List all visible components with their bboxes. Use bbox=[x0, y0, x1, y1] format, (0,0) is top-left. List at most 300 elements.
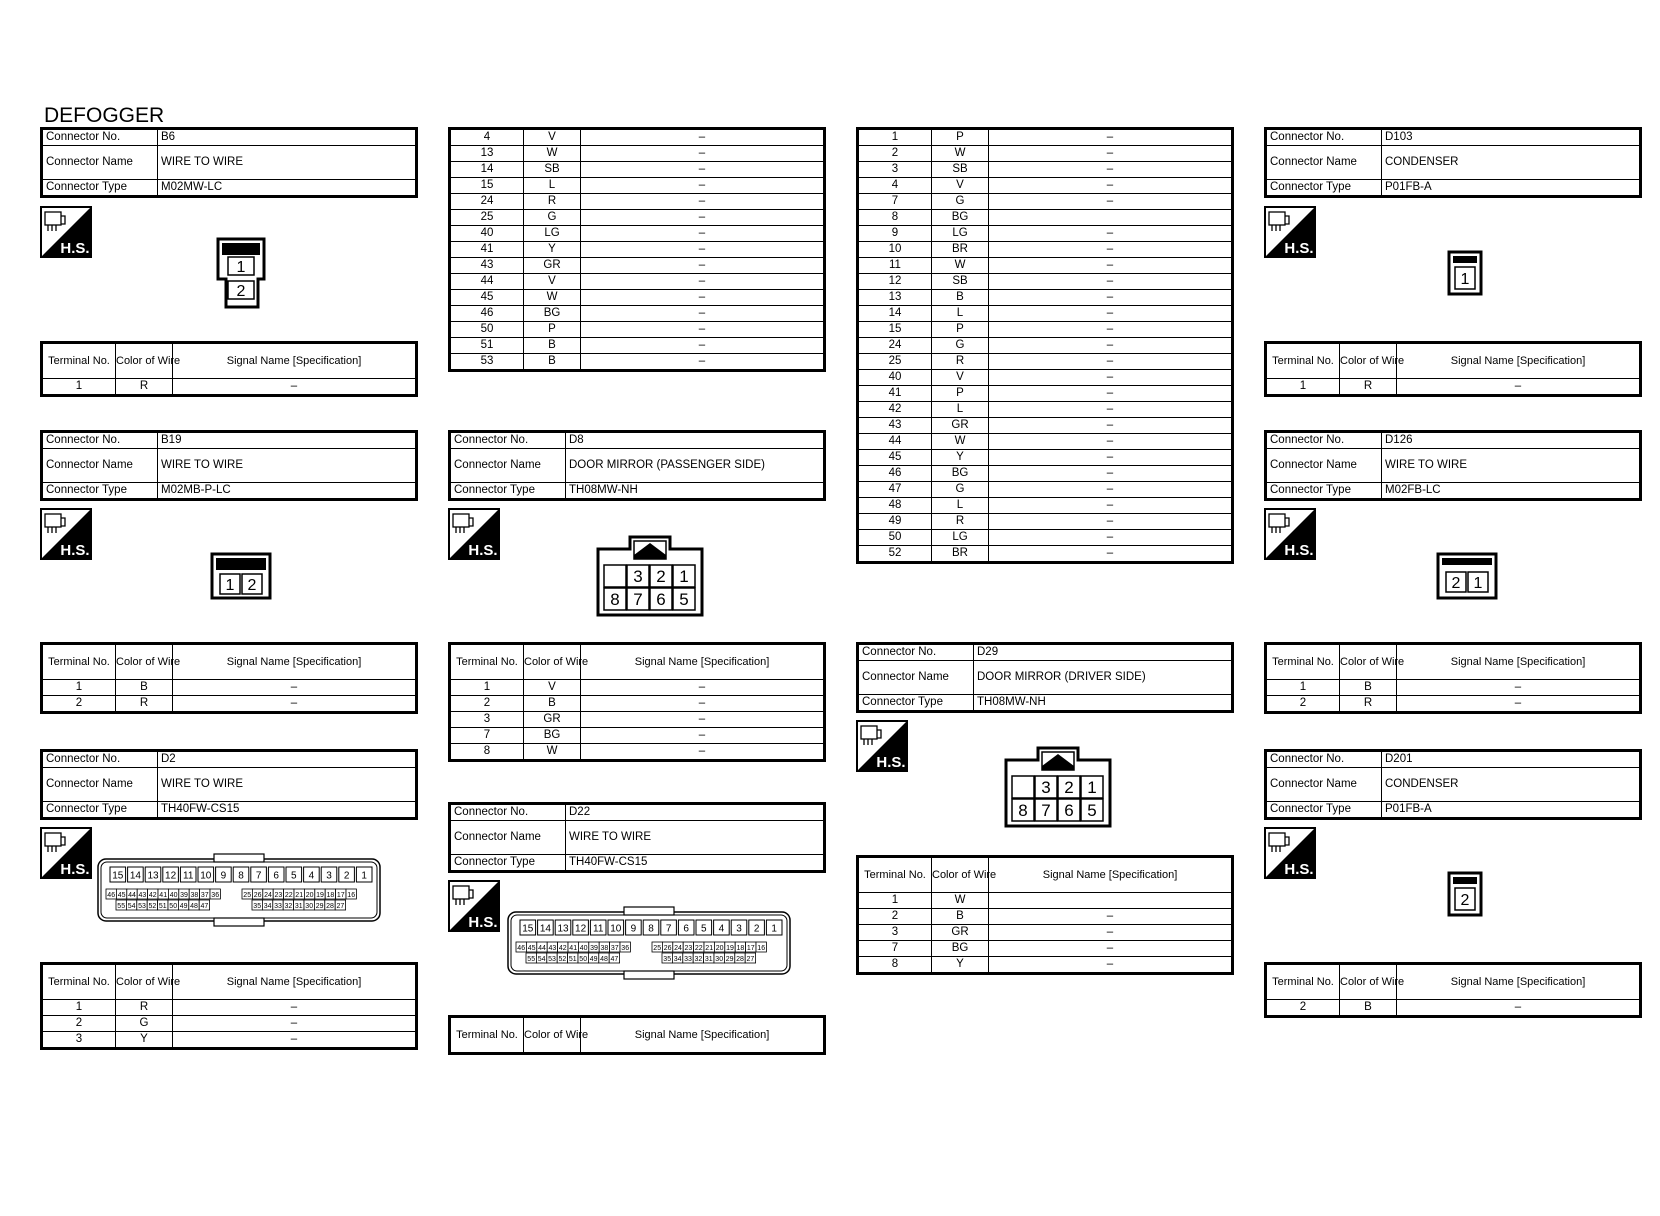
pin-label: 5 bbox=[679, 590, 689, 609]
header-signal-name: Signal Name [Specification] bbox=[1397, 644, 1641, 680]
header-signal-name: Signal Name [Specification] bbox=[989, 857, 1233, 893]
pin-label: 5 bbox=[701, 923, 707, 935]
terminal-no-cell: 3 bbox=[42, 1032, 116, 1049]
pin-label: 41 bbox=[569, 945, 578, 952]
wire-color-cell: R bbox=[524, 194, 581, 210]
table-row bbox=[858, 466, 1233, 482]
connector-type-value: P01FB-A bbox=[1382, 180, 1641, 197]
table-row bbox=[450, 696, 825, 712]
label-connector-type: Connector Type bbox=[450, 483, 566, 500]
header-signal-name: Signal Name [Specification] bbox=[581, 644, 825, 680]
pin-label: 45 bbox=[117, 892, 126, 899]
table-row bbox=[450, 162, 825, 178]
table-row bbox=[858, 434, 1233, 450]
signal-name-cell: – bbox=[173, 680, 417, 696]
wire-color-cell: W bbox=[932, 434, 989, 450]
terminal-no-cell: 10 bbox=[858, 242, 932, 258]
terminal-no-cell: 44 bbox=[858, 434, 932, 450]
table-row bbox=[858, 162, 1233, 178]
pin-label: 9 bbox=[220, 870, 227, 882]
terminal-no-cell: 1 bbox=[450, 680, 524, 696]
terminal-no-cell: 2 bbox=[42, 696, 116, 713]
pin-label: 1 bbox=[236, 259, 246, 276]
connector-name-value: DOOR MIRROR (PASSENGER SIDE) bbox=[566, 449, 825, 483]
header-terminal-no: Terminal No. bbox=[1266, 644, 1340, 680]
wire-color-cell: V bbox=[932, 370, 989, 386]
pin-label: 54 bbox=[537, 956, 546, 963]
signal-name-cell: – bbox=[989, 322, 1233, 338]
signal-name-cell: – bbox=[1397, 1000, 1641, 1017]
table-row bbox=[450, 712, 825, 728]
hs-label: H.S. bbox=[1284, 542, 1314, 559]
hs-icon bbox=[40, 206, 92, 258]
pin-label: 46 bbox=[517, 945, 526, 952]
table-row bbox=[858, 418, 1233, 434]
table-row bbox=[42, 379, 417, 396]
signal-name-cell: – bbox=[173, 1032, 417, 1049]
header-signal-name: Signal Name [Specification] bbox=[1397, 964, 1641, 1000]
wire-color-cell: LG bbox=[932, 226, 989, 242]
wire-color-cell: R bbox=[116, 379, 173, 396]
pin-label: 1 bbox=[1460, 271, 1470, 288]
label-connector-type: Connector Type bbox=[1266, 180, 1382, 197]
terminal-no-cell: 3 bbox=[858, 925, 932, 941]
signal-name-cell: – bbox=[581, 322, 825, 338]
pin-label: 25 bbox=[243, 892, 252, 899]
signal-name-cell: – bbox=[989, 242, 1233, 258]
wire-color-cell: P bbox=[524, 322, 581, 338]
wire-color-cell: LG bbox=[524, 226, 581, 242]
pin-label: 15 bbox=[112, 870, 124, 882]
signal-name-cell: – bbox=[581, 354, 825, 371]
connector-d201-info bbox=[1264, 749, 1642, 820]
terminal-no-cell: 46 bbox=[858, 466, 932, 482]
pin-label: 4 bbox=[308, 870, 315, 882]
label-connector-no: Connector No. bbox=[1266, 751, 1382, 768]
connector-no-value: D22 bbox=[566, 804, 825, 821]
pin-label: 22 bbox=[694, 945, 703, 952]
terminal-no-cell: 4 bbox=[858, 178, 932, 194]
pin-label: 32 bbox=[694, 956, 703, 963]
connector-d29-face bbox=[1004, 746, 1112, 833]
hs-icon bbox=[40, 508, 92, 560]
wire-color-cell: Y bbox=[932, 957, 989, 974]
terminal-no-cell: 43 bbox=[450, 258, 524, 274]
signal-name-cell: – bbox=[989, 226, 1233, 242]
wire-color-cell: G bbox=[116, 1016, 173, 1032]
table-row bbox=[450, 744, 825, 761]
pin-label: 44 bbox=[128, 892, 136, 899]
connector-d103-face bbox=[1447, 250, 1483, 301]
connector-d29-terminals bbox=[856, 855, 1234, 975]
signal-name-cell: – bbox=[581, 728, 825, 744]
hs-label: H.S. bbox=[1284, 861, 1314, 878]
header-terminal-no: Terminal No. bbox=[42, 343, 116, 379]
table-row bbox=[450, 258, 825, 274]
terminal-no-cell: 4 bbox=[450, 129, 524, 146]
table-row bbox=[450, 146, 825, 162]
table-row bbox=[858, 370, 1233, 386]
terminal-no-cell: 45 bbox=[450, 290, 524, 306]
table-row bbox=[450, 129, 825, 146]
terminal-table-header bbox=[450, 1017, 825, 1054]
pin-label: 49 bbox=[179, 903, 188, 910]
header-color-of-wire: Color of Wire bbox=[116, 644, 173, 680]
pin-label: 36 bbox=[211, 892, 220, 899]
label-connector-type: Connector Type bbox=[42, 483, 158, 500]
signal-name-cell: – bbox=[581, 290, 825, 306]
signal-name-cell: – bbox=[581, 696, 825, 712]
pin-label: 14 bbox=[129, 870, 141, 882]
signal-name-cell: – bbox=[989, 306, 1233, 322]
signal-name-cell: – bbox=[173, 1000, 417, 1016]
signal-name-cell: – bbox=[581, 146, 825, 162]
hs-label: H.S. bbox=[468, 542, 498, 559]
label-connector-no: Connector No. bbox=[1266, 129, 1382, 146]
connector-type-value: TH08MW-NH bbox=[566, 483, 825, 500]
pin-label: 19 bbox=[316, 892, 324, 899]
pin-label: 10 bbox=[200, 870, 212, 882]
connector-d8-info bbox=[448, 430, 826, 501]
label-connector-name: Connector Name bbox=[1266, 768, 1382, 802]
terminal-no-cell: 40 bbox=[858, 370, 932, 386]
pin-label: 55 bbox=[527, 956, 536, 963]
terminal-table-header bbox=[450, 644, 825, 680]
signal-name-cell: – bbox=[581, 712, 825, 728]
pin-label: 38 bbox=[600, 945, 609, 952]
label-connector-type: Connector Type bbox=[1266, 802, 1382, 819]
wire-color-cell: GR bbox=[932, 925, 989, 941]
label-connector-name: Connector Name bbox=[450, 821, 566, 855]
table-row bbox=[858, 402, 1233, 418]
terminal-no-cell: 41 bbox=[450, 242, 524, 258]
connector-d22-info bbox=[448, 802, 826, 873]
wire-color-cell: R bbox=[1340, 379, 1397, 396]
wire-color-cell: R bbox=[932, 354, 989, 370]
wire-color-cell: BG bbox=[932, 210, 989, 226]
terminal-no-cell: 53 bbox=[450, 354, 524, 371]
pin-label: 50 bbox=[169, 903, 178, 910]
terminal-no-cell: 8 bbox=[450, 744, 524, 761]
pin-label: 14 bbox=[539, 923, 551, 935]
connector-d103-terminals bbox=[1264, 341, 1642, 397]
pin-label: 42 bbox=[148, 892, 157, 899]
signal-name-cell: – bbox=[989, 354, 1233, 370]
terminal-no-cell: 1 bbox=[858, 893, 932, 909]
table-row bbox=[858, 210, 1233, 226]
pin-label: 24 bbox=[674, 945, 682, 952]
header-terminal-no: Terminal No. bbox=[450, 1017, 524, 1054]
wire-color-cell: BR bbox=[932, 546, 989, 563]
pin-label: 37 bbox=[610, 945, 619, 952]
pin-label: 20 bbox=[305, 892, 314, 899]
pin-label: 1 bbox=[361, 870, 367, 882]
pin-label: 37 bbox=[200, 892, 209, 899]
signal-name-cell: – bbox=[581, 162, 825, 178]
table-row bbox=[450, 178, 825, 194]
pin-label: 41 bbox=[159, 892, 168, 899]
signal-name-cell: – bbox=[989, 466, 1233, 482]
wire-color-cell: SB bbox=[932, 274, 989, 290]
terminal-no-cell: 2 bbox=[1266, 1000, 1340, 1017]
connector-no-value: D29 bbox=[974, 644, 1233, 661]
header-color-of-wire: Color of Wire bbox=[524, 644, 581, 680]
pin-label: 23 bbox=[684, 945, 693, 952]
terminal-no-cell: 8 bbox=[858, 957, 932, 974]
connector-name-value: WIRE TO WIRE bbox=[1382, 449, 1641, 483]
header-color-of-wire: Color of Wire bbox=[116, 964, 173, 1000]
wire-color-cell: B bbox=[116, 680, 173, 696]
label-connector-type: Connector Type bbox=[42, 180, 158, 197]
terminal-no-cell: 24 bbox=[450, 194, 524, 210]
table-row bbox=[858, 386, 1233, 402]
terminal-no-cell: 11 bbox=[858, 258, 932, 274]
label-connector-no: Connector No. bbox=[858, 644, 974, 661]
table-row bbox=[450, 210, 825, 226]
terminal-table-header bbox=[1266, 964, 1641, 1000]
connector-b19-terminals bbox=[40, 642, 418, 714]
connector-d2-terminals-continued bbox=[448, 127, 826, 372]
table-row bbox=[450, 290, 825, 306]
table-row bbox=[450, 306, 825, 322]
pin-label: 34 bbox=[263, 903, 272, 910]
terminal-no-cell: 40 bbox=[450, 226, 524, 242]
signal-name-cell: – bbox=[989, 941, 1233, 957]
pin-label: 43 bbox=[548, 945, 557, 952]
pin-label: 2 bbox=[1460, 892, 1470, 909]
table-row bbox=[42, 696, 417, 713]
terminal-no-cell: 42 bbox=[858, 402, 932, 418]
terminal-no-cell: 1 bbox=[1266, 680, 1340, 696]
pin-label: 24 bbox=[264, 892, 272, 899]
header-color-of-wire: Color of Wire bbox=[1340, 343, 1397, 379]
connector-type-value: M02FB-LC bbox=[1382, 483, 1641, 500]
connector-b6-face bbox=[216, 237, 266, 314]
table-row bbox=[858, 146, 1233, 162]
connector-d2-terminals bbox=[40, 962, 418, 1050]
signal-name-cell: – bbox=[581, 242, 825, 258]
signal-name-cell: – bbox=[989, 434, 1233, 450]
pin-label: 10 bbox=[610, 923, 622, 935]
connector-name-value: DOOR MIRROR (DRIVER SIDE) bbox=[974, 661, 1233, 695]
wire-color-cell: B bbox=[524, 338, 581, 354]
pin-label: 51 bbox=[568, 956, 577, 963]
signal-name-cell: – bbox=[581, 274, 825, 290]
terminal-no-cell: 7 bbox=[858, 941, 932, 957]
wire-color-cell: B bbox=[1340, 680, 1397, 696]
pin-label: 30 bbox=[715, 956, 724, 963]
pin-label: 39 bbox=[180, 892, 188, 899]
wire-color-cell: V bbox=[524, 680, 581, 696]
hs-icon bbox=[448, 508, 500, 560]
table-row bbox=[858, 546, 1233, 563]
table-row bbox=[858, 482, 1233, 498]
connector-d126-face bbox=[1436, 552, 1498, 605]
signal-name-cell: – bbox=[989, 386, 1233, 402]
connector-d126-info bbox=[1264, 430, 1642, 501]
label-connector-name: Connector Name bbox=[450, 449, 566, 483]
terminal-no-cell: 2 bbox=[450, 696, 524, 712]
signal-name-cell: – bbox=[581, 194, 825, 210]
wire-color-cell: SB bbox=[524, 162, 581, 178]
page-title: DEFOGGER bbox=[44, 104, 165, 127]
connector-b19-info bbox=[40, 430, 418, 501]
pin-label: 29 bbox=[315, 903, 324, 910]
terminal-no-cell: 25 bbox=[450, 210, 524, 226]
table-row bbox=[450, 680, 825, 696]
signal-name-cell: – bbox=[989, 514, 1233, 530]
terminal-no-cell: 43 bbox=[858, 418, 932, 434]
pin-label: 8 bbox=[648, 923, 654, 935]
wire-color-cell: SB bbox=[932, 162, 989, 178]
pin-label: 29 bbox=[725, 956, 734, 963]
wire-color-cell: V bbox=[932, 178, 989, 194]
table-row bbox=[858, 306, 1233, 322]
label-connector-name: Connector Name bbox=[1266, 449, 1382, 483]
terminal-no-cell: 13 bbox=[450, 146, 524, 162]
label-connector-no: Connector No. bbox=[450, 804, 566, 821]
wire-color-cell: P bbox=[932, 129, 989, 146]
connector-no-value: D103 bbox=[1382, 129, 1641, 146]
terminal-no-cell: 51 bbox=[450, 338, 524, 354]
pin-label: 35 bbox=[253, 903, 262, 910]
table-row bbox=[858, 941, 1233, 957]
wire-color-cell: W bbox=[932, 146, 989, 162]
wire-color-cell: BG bbox=[932, 941, 989, 957]
header-color-of-wire: Color of Wire bbox=[524, 1017, 581, 1054]
table-row bbox=[858, 909, 1233, 925]
terminal-no-cell: 52 bbox=[858, 546, 932, 563]
pin-label: 9 bbox=[630, 923, 637, 935]
table-row bbox=[858, 226, 1233, 242]
terminal-no-cell: 2 bbox=[858, 909, 932, 925]
hs-label: H.S. bbox=[60, 542, 90, 559]
connector-no-value: D201 bbox=[1382, 751, 1641, 768]
wire-color-cell: L bbox=[932, 498, 989, 514]
connector-type-value: TH40FW-CS15 bbox=[566, 855, 825, 872]
terminal-table-header bbox=[1266, 644, 1641, 680]
table-row bbox=[858, 514, 1233, 530]
table-row bbox=[1266, 379, 1641, 396]
connector-d8-face bbox=[596, 535, 704, 622]
pin-label: 26 bbox=[253, 892, 262, 899]
wire-color-cell: R bbox=[932, 514, 989, 530]
wire-color-cell: GR bbox=[524, 712, 581, 728]
signal-name-cell: – bbox=[581, 338, 825, 354]
connector-d22-terminals-continued bbox=[856, 127, 1234, 564]
pin-label: 11 bbox=[183, 870, 194, 882]
pin-label: 31 bbox=[294, 903, 303, 910]
pin-label: 3 bbox=[736, 923, 742, 935]
wire-color-cell: W bbox=[524, 146, 581, 162]
table-row bbox=[858, 194, 1233, 210]
header-signal-name: Signal Name [Specification] bbox=[581, 1017, 825, 1054]
label-connector-name: Connector Name bbox=[42, 449, 158, 483]
terminal-no-cell: 15 bbox=[858, 322, 932, 338]
signal-name-cell: – bbox=[989, 338, 1233, 354]
wire-color-cell: B bbox=[1340, 1000, 1397, 1017]
signal-name-cell: – bbox=[989, 146, 1233, 162]
signal-name-cell: – bbox=[1397, 379, 1641, 396]
pin-label: 35 bbox=[663, 956, 672, 963]
table-row bbox=[858, 242, 1233, 258]
pin-label: 8 bbox=[1018, 801, 1028, 820]
terminal-no-cell: 46 bbox=[450, 306, 524, 322]
terminal-no-cell: 7 bbox=[450, 728, 524, 744]
signal-name-cell: – bbox=[989, 957, 1233, 974]
pin-label: 2 bbox=[656, 567, 666, 586]
header-signal-name: Signal Name [Specification] bbox=[173, 343, 417, 379]
pin-label: 16 bbox=[757, 945, 766, 952]
terminal-no-cell: 2 bbox=[858, 146, 932, 162]
pin-label: 11 bbox=[593, 923, 604, 935]
table-row bbox=[42, 1032, 417, 1049]
terminal-no-cell: 13 bbox=[858, 290, 932, 306]
pin-label: 28 bbox=[736, 956, 744, 963]
label-connector-name: Connector Name bbox=[858, 661, 974, 695]
header-color-of-wire: Color of Wire bbox=[932, 857, 989, 893]
table-row bbox=[858, 957, 1233, 974]
terminal-table-header bbox=[42, 644, 417, 680]
terminal-no-cell: 7 bbox=[858, 194, 932, 210]
signal-name-cell: – bbox=[581, 258, 825, 274]
connector-name-value: WIRE TO WIRE bbox=[158, 768, 417, 802]
terminal-no-cell: 47 bbox=[858, 482, 932, 498]
pin-label: 7 bbox=[1041, 801, 1051, 820]
connector-b6-info bbox=[40, 127, 418, 198]
pin-label: 53 bbox=[138, 903, 146, 910]
signal-name-cell: – bbox=[989, 925, 1233, 941]
terminal-no-cell: 14 bbox=[450, 162, 524, 178]
table-row bbox=[450, 354, 825, 371]
signal-name-cell: – bbox=[581, 680, 825, 696]
terminal-no-cell: 1 bbox=[42, 379, 116, 396]
pin-label: 5 bbox=[1087, 801, 1097, 820]
table-row bbox=[858, 274, 1233, 290]
pin-label: 36 bbox=[621, 945, 630, 952]
pin-label: 3 bbox=[326, 870, 332, 882]
connector-d2-info bbox=[40, 749, 418, 820]
pin-label: 2 bbox=[343, 870, 350, 882]
signal-name-cell: – bbox=[989, 402, 1233, 418]
terminal-no-cell: 3 bbox=[858, 162, 932, 178]
signal-name-cell: – bbox=[581, 226, 825, 242]
pin-label: 48 bbox=[190, 903, 198, 910]
hs-label: H.S. bbox=[60, 240, 90, 257]
label-connector-no: Connector No. bbox=[42, 129, 158, 146]
signal-name-cell: – bbox=[1397, 680, 1641, 696]
signal-name-cell: – bbox=[989, 418, 1233, 434]
pin-label: 21 bbox=[295, 892, 304, 899]
header-terminal-no: Terminal No. bbox=[42, 964, 116, 1000]
pin-label: 6 bbox=[273, 870, 279, 882]
wire-color-cell: GR bbox=[932, 418, 989, 434]
table-row bbox=[858, 258, 1233, 274]
connector-d201-face bbox=[1447, 871, 1483, 922]
table-row bbox=[450, 194, 825, 210]
connector-d22-face bbox=[506, 906, 792, 985]
label-connector-type: Connector Type bbox=[450, 855, 566, 872]
terminal-table-header bbox=[1266, 343, 1641, 379]
wire-color-cell: W bbox=[932, 258, 989, 274]
pin-label: 1 bbox=[679, 567, 689, 586]
label-connector-no: Connector No. bbox=[42, 751, 158, 768]
wire-color-cell: B bbox=[524, 696, 581, 712]
pin-label: 31 bbox=[704, 956, 713, 963]
pin-label: 1 bbox=[225, 577, 235, 594]
pin-label: 17 bbox=[336, 892, 345, 899]
terminal-table-header bbox=[42, 343, 417, 379]
